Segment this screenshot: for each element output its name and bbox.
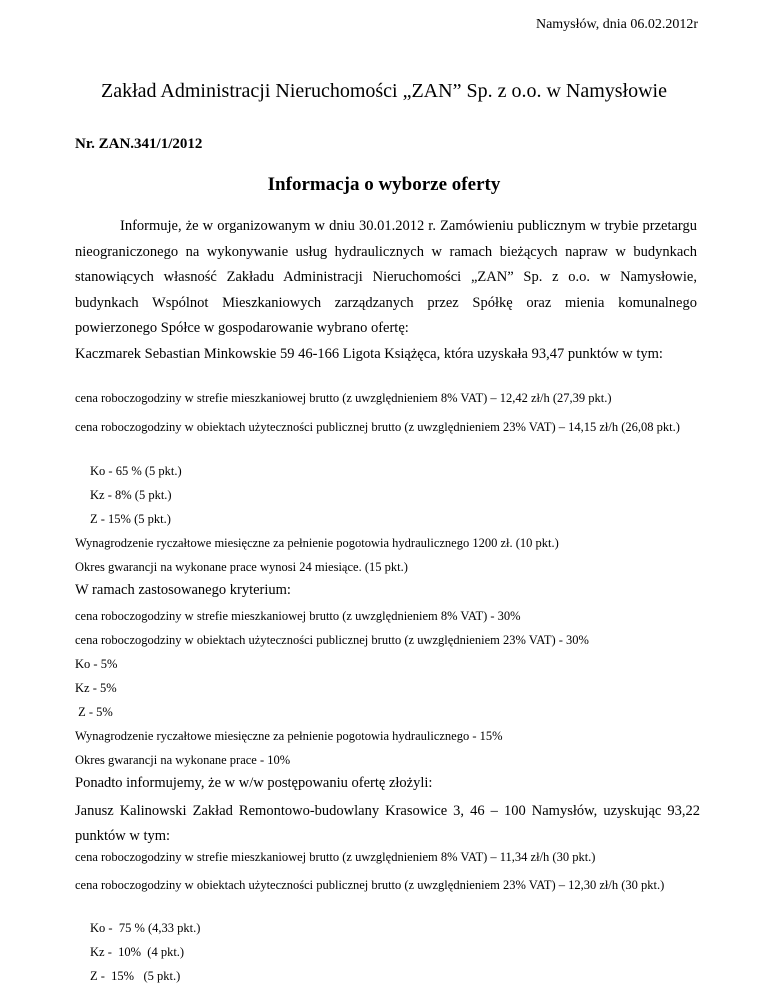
others-heading: Ponadto informujemy, że w w/w postępowaniu ofertę złożyli: [75,775,433,791]
criteria-z: Z - 5% [75,705,113,719]
winner-text: Kaczmarek Sebastian Minkowskie 59 46-166 Ligota Książęca, która uzyskała 93,47 punktów w tym: [75,346,663,362]
criteria-heading: W ramach zastosowanego kryterium: [75,582,291,598]
bidder1-z: Z - 15% (5 pkt.) [90,969,181,983]
bidder1-text: Janusz Kalinowski Zakład Remontowo-budowlany Krasowice 3, 46 – 100 Namysłów, uzyskując 93,22 punktów w tym: [75,803,700,844]
bidder1-kz: Kz - 10% (4 pkt.) [90,945,185,959]
winner-z: Z - 15% (5 pkt.) [90,512,171,526]
winner-warranty: Okres gwarancji na wykonane prace wynosi 24 miesiące. (15 pkt.) [75,560,408,574]
date-line: Namysłów, dnia 06.02.2012r [535,17,698,32]
criteria-fee: Wynagrodzenie ryczałtowe miesięczne za pełnienie pogotowia hydraulicznego - 15% [75,729,503,743]
bidder1-ko: Ko - 75 % (4,33 pkt.) [90,921,201,935]
criteria-warranty: Okres gwarancji na wykonane prace - 10% [75,753,291,767]
bidder1-rate-public: cena roboczogodziny w obiektach użyteczności publicznej brutto (z uwzględnieniem 23% VAT) – 12,30 zł/h (30 pkt.) [75,878,665,892]
reference-number: Nr. ZAN.341/1/2012 [75,136,203,152]
bidder1-rate-residential: cena roboczogodziny w strefie mieszkaniowej brutto (z uwzględnieniem 8% VAT) – 11,34 zł/h (30 pkt.) [75,850,596,864]
criteria-kz: Kz - 5% [75,681,117,695]
criteria-ko: Ko - 5% [75,657,118,671]
intro-paragraph: Informuje, że w organizowanym w dniu 30.01.2012 r. Zamówieniu publicznym w trybie przetargu nieograniczonego na wykonywanie usług hydraulicznych w ramach bieżących napraw w budynkach stanowiących własność Zakładu Administracji Nieruchomości „ZAN” Sp. z o.o. w Namysłowie, budynkach Wspólnot Mieszkaniowych zarządzanych przez Spółkę oraz mienia komunalnego powierzonego Spółce w gospodarowanie wybrano ofertę: [75,218,697,336]
winner-rate-public: cena roboczogodziny w obiektach użyteczności publicznej brutto (z uwzględnieniem 23% VAT) – 14,15 zł/h (26,08 pkt.) [75,420,680,434]
company-name: Zakład Administracji Nieruchomości „ZAN” Sp. z o.o. w Namysłowie [101,80,667,102]
criteria-rate-residential: cena roboczogodziny w strefie mieszkaniowej brutto (z uwzględnieniem 8% VAT) - 30% [75,609,521,623]
document-title: Informacja o wyborze oferty [267,174,501,195]
winner-fee: Wynagrodzenie ryczałtowe miesięczne za pełnienie pogotowia hydraulicznego 1200 zł. (10 pkt.) [75,536,559,550]
criteria-rate-public: cena roboczogodziny w obiektach użyteczności publicznej brutto (z uwzględnieniem 23% VAT) - 30% [75,633,589,647]
winner-rate-residential: cena roboczogodziny w strefie mieszkaniowej brutto (z uwzględnieniem 8% VAT) – 12,42 zł/h (27,39 pkt.) [75,391,612,405]
winner-ko: Ko - 65 % (5 pkt.) [90,464,182,478]
winner-kz: Kz - 8% (5 pkt.) [90,488,172,502]
